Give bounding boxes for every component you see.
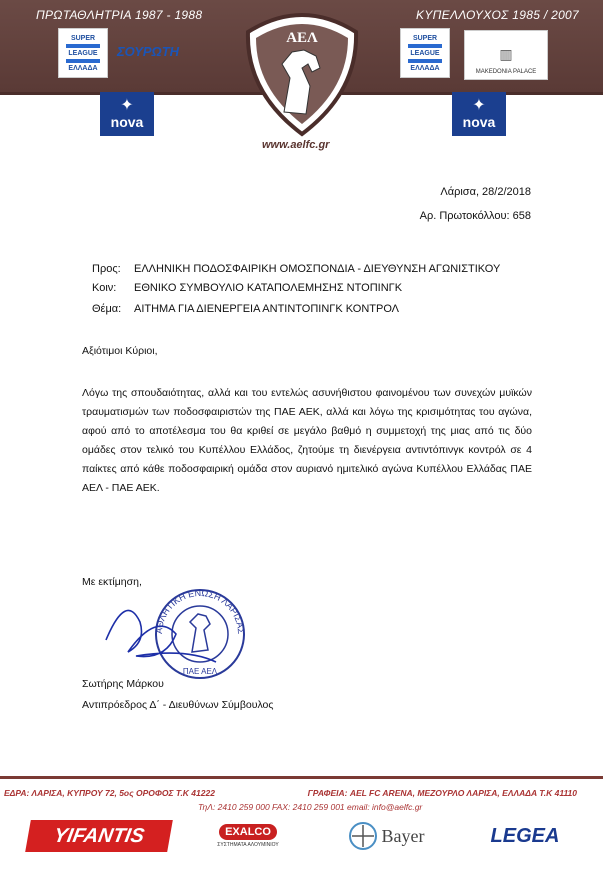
footer-divider — [0, 776, 603, 779]
subject-value: ΑΙΤΗΜΑ ΓΙΑ ΔΙΕΝΕΡΓΕΙΑ ΑΝΤΙΝΤΟΠΙΝΓΚ ΚΟΝΤΡΟΛ — [134, 303, 400, 315]
nova-star-icon: ✦ — [120, 97, 134, 114]
salutation: Αξιότιμοι Κύριοι, — [82, 345, 158, 357]
cc-value: ΕΘΝΙΚΟ ΣΥΜΒΟΥΛΙΟ ΚΑΤΑΠΟΛΕΜΗΣΗΣ ΝΤΟΠΙΝΓΚ — [134, 282, 403, 294]
souroti-logo: ΣΟΥΡΩΤΗ — [116, 43, 180, 59]
bayer-logo: Bayer — [336, 820, 436, 852]
super-league-logo-left: SUPER LEAGUE ΕΛΛΑΔΑ — [58, 28, 108, 78]
bayer-cross-icon — [348, 821, 378, 851]
nova-logo-right: ✦ nova — [452, 92, 506, 136]
contact-info: ΤηΛ: 2410 259 000 FAX: 2410 259 001 email: info@aelfc.gr — [198, 802, 423, 812]
closing: Με εκτίμηση, — [82, 576, 142, 588]
recipient-label: Προς: — [92, 263, 121, 275]
recipient-value: ΕΛΛΗΝΙΚΗ ΠΟΔΟΣΦΑΙΡΙΚΗ ΟΜΟΣΠΟΝΔΙΑ - ΔΙΕΥΘΥΝΣΗ ΑΓΩΝΙΣΤΙΚΟΥ — [134, 263, 501, 275]
offices-address: ΓΡΑΦΕΙΑ: AEL FC ARENA, ΜΕΖΟΥΡΛΟ ΛΑΡΙΣΑ, ΕΛΛΑΔΑ Τ.Κ 41110 — [307, 788, 577, 798]
svg-text:ΑΕΛ: ΑΕΛ — [286, 30, 318, 46]
svg-text:ΑΘΛΗΤΙΚΗ ΕΝΩΣΗ ΛΑΡΙΣΑΣ: ΑΘΛΗΤΙΚΗ ΕΝΩΣΗ ΛΑΡΙΣΑΣ — [153, 587, 247, 635]
cc-line — [92, 282, 402, 294]
letter-body: Λόγω της σπουδαιότητας, αλλά και του εντελώς ασυνήθιστου φαινομένου των συνεχών μυϊκών τραυματισμών των ποδοσφαιριστών της ΠΑΕ ΑΕΚ, αλλά και λόγω της κρισιμότητας του αγώνα, αφού από το αποτέλεσμα του θα κριθεί σε μεγάλο βαθμό η συμμετοχή της μιας από τις δύο ομάδες στον τελικό του Κυπέλλου Ελλάδος, ζητούμε τη διενέργεια αντιντόπινγκ κοντρόλ σε 4 παίκτες από κάθε ποδοσφαιρική ομάδα στον αυριανό ημιτελικό αγώνα Κυπέλλου Ελλάδας ΠΑΕ ΑΕΛ - ΠΑΕ ΑΕΚ. — [82, 387, 532, 494]
exalco-logo: EXALCO ΣΥΣΤΗΜΑΤΑ ΑΛΟΥΜΙΝΙΟΥ — [217, 826, 279, 848]
signer-title: Αντιπρόεδρος Δ΄ - Διευθύνων Σύμβουλος — [82, 699, 274, 711]
svg-text:ΠΑΕ ΑΕΛ: ΠΑΕ ΑΕΛ — [182, 667, 218, 676]
championships-title: ΠΡΩΤΑΘΛΗΤΡΙΑ 1987 - 1988 — [36, 8, 203, 22]
cc-label: Κοιν: — [92, 282, 117, 294]
subject-label: Θέμα: — [92, 303, 122, 315]
yifantis-logo: YIFANTIS — [25, 820, 173, 852]
ael-crest-icon — [244, 2, 360, 138]
makedonia-palace-logo: ▥ MAKEDONIA PALACE — [464, 30, 548, 80]
subject-line — [92, 303, 399, 315]
cups-title: ΚΥΠΕΛΛΟΥΧΟΣ 1985 / 2007 — [416, 8, 579, 22]
seat-address: ΕΔΡΑ: ΛΑΡΙΣΑ, ΚΥΠΡΟΥ 72, 5ος ΟΡΟΦΟΣ Τ.Κ 41222 — [4, 788, 215, 798]
stamp-signature — [96, 582, 266, 686]
recipient-line — [92, 263, 500, 275]
website-link: www.aelfc.gr — [262, 139, 330, 151]
protocol-number: Αρ. Πρωτοκόλλου: 658 — [419, 210, 531, 222]
signer-name: Σωτήρης Μάρκου — [82, 678, 164, 690]
super-league-logo-right: SUPER LEAGUE ΕΛΛΑΔΑ — [400, 28, 450, 78]
nova-logo-left: ✦ nova — [100, 92, 154, 136]
letterhead — [0, 0, 603, 160]
nova-star-icon: ✦ — [472, 97, 486, 114]
palace-icon: ▥ — [499, 46, 513, 62]
legea-logo: LEGEA — [490, 824, 560, 847]
place-date: Λάρισα, 28/2/2018 — [440, 186, 531, 198]
